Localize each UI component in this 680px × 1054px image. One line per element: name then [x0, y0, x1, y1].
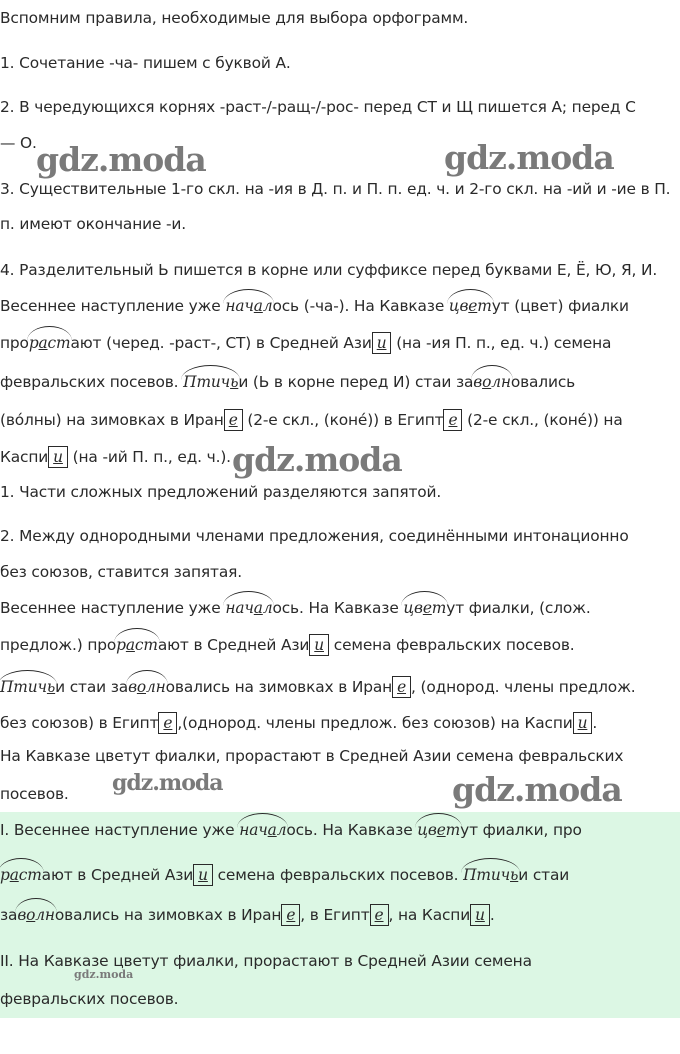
root-mark — [29, 333, 71, 353]
text-segment: Вспомним правила, необходимые для выбора орфограмм. — [0, 9, 469, 27]
root-mark — [0, 865, 42, 885]
text-line — [0, 97, 636, 117]
morpheme-text: р — [116, 636, 126, 654]
underlined-letter: а — [9, 866, 19, 884]
root-mark — [473, 372, 511, 392]
root-mark — [417, 820, 460, 840]
text-line — [0, 820, 582, 840]
text-segment: ,(однород. члены предлож. без союзов) на Каспи — [177, 714, 573, 732]
watermark-logo: gdz.moda — [36, 140, 206, 179]
text-segment: (2-е скл., (конé)) на — [462, 411, 623, 429]
text-segment: 1. Сочетание -ча- пишем с буквой А. — [0, 54, 291, 72]
ending-box: и — [193, 864, 213, 886]
text-line — [0, 676, 636, 698]
text-line — [0, 746, 623, 766]
text-line — [0, 260, 657, 280]
text-segment: и стаи — [518, 866, 570, 884]
text-segment: посевов. — [0, 785, 69, 803]
text-segment: Каспи — [0, 448, 49, 466]
text-line — [0, 296, 629, 316]
text-segment: февральских посевов. — [0, 990, 179, 1008]
text-segment: ают в Средней Ази — [41, 866, 194, 884]
text-line — [0, 526, 629, 546]
underlined-letter: а — [253, 297, 263, 315]
text-segment: и стаи за — [55, 678, 129, 696]
underlined-letter: о — [136, 678, 146, 696]
text-segment: 2. Между однородными членами предложения, соединёнными интонационно — [0, 527, 629, 545]
underlined-letter: а — [253, 599, 263, 617]
text-segment: ают (черед. -раст-, СТ) в Средней Ази — [70, 334, 372, 352]
text-segment: ают в Средней Ази — [157, 636, 310, 654]
ending-box: е — [158, 712, 177, 734]
text-segment: п. имеют окончание -и. — [0, 215, 187, 233]
text-line — [0, 482, 441, 502]
ending-box: е — [370, 904, 389, 926]
text-segment: I. Весеннее наступление уже — [0, 821, 240, 839]
text-segment: , на Каспи — [388, 906, 471, 924]
morpheme-text: лн — [35, 906, 55, 924]
text-segment: семена февральских посевов. — [329, 636, 575, 654]
watermark-logo: gdz.moda — [232, 440, 402, 479]
morpheme-text: в — [17, 906, 27, 924]
ending-box: и — [573, 712, 593, 734]
underlined-letter: а — [267, 821, 277, 839]
text-segment: ось. На Кавказе — [272, 599, 404, 617]
text-line — [0, 8, 468, 28]
text-line — [0, 989, 178, 1009]
text-segment: ут (цвет) фиалки — [491, 297, 629, 315]
text-segment: , (однород. члены предлож. — [411, 678, 636, 696]
text-line — [0, 598, 591, 618]
text-segment: (на -ий П. п., ед. ч.). — [67, 448, 231, 466]
root-mark — [239, 820, 286, 840]
morpheme-text: Птич — [463, 866, 511, 884]
text-segment: за — [0, 906, 18, 924]
text-line — [0, 712, 597, 734]
morpheme-text: р — [28, 334, 39, 352]
ending-box: е — [392, 676, 411, 698]
root-mark — [403, 598, 446, 618]
text-segment: ут фиалки, про — [460, 821, 582, 839]
text-line — [0, 864, 569, 886]
ending-box: и — [372, 332, 392, 354]
ending-box: и — [309, 634, 329, 656]
morpheme-text: в — [473, 373, 483, 391]
text-line — [0, 446, 231, 468]
ending-box: е — [281, 904, 300, 926]
morpheme-text: лн — [491, 373, 511, 391]
morpheme-text: Птич — [183, 373, 231, 391]
morpheme-text: т — [431, 599, 447, 617]
text-segment: ут фиалки, (слож. — [446, 599, 591, 617]
text-line — [0, 409, 623, 431]
morpheme-text: Птич — [0, 678, 47, 696]
underlined-letter: е — [436, 821, 446, 839]
root-mark — [116, 635, 158, 655]
morpheme-text: лн — [146, 678, 166, 696]
root-mark — [225, 296, 272, 316]
morpheme-text: л — [276, 821, 287, 839]
underlined-letter: о — [482, 373, 492, 391]
ending-box: е — [443, 409, 462, 431]
text-segment: предлож.) про — [0, 636, 117, 654]
text-segment: Весеннее наступление уже — [0, 297, 226, 315]
text-line — [0, 372, 575, 392]
text-line — [0, 214, 186, 234]
text-line — [0, 562, 242, 582]
text-segment: . — [489, 906, 495, 924]
text-segment: (на -ия П. п., ед. ч.) семена — [391, 334, 612, 352]
underlined-letter: ь — [46, 678, 56, 696]
morpheme-text: цв — [403, 599, 423, 617]
root-mark — [183, 372, 238, 392]
morpheme-text: нач — [239, 821, 268, 839]
text-segment: Весеннее наступление уже — [0, 599, 226, 617]
text-segment: 2. В чередующихся корнях -раст-/-ращ-/-рос- перед СТ и Щ пишется А; перед С — [0, 98, 636, 116]
text-segment: овались на зимовках в Иран — [54, 906, 282, 924]
morpheme-text: нач — [225, 599, 254, 617]
underlined-letter: е — [422, 599, 432, 617]
text-segment: — О. — [0, 134, 37, 152]
text-segment: ось. На Кавказе — [286, 821, 418, 839]
underlined-letter: ь — [510, 866, 519, 884]
text-segment: овались на зимовках в Иран — [165, 678, 393, 696]
morpheme-text: р — [0, 866, 10, 884]
root-mark — [17, 905, 55, 925]
text-segment: семена февральских посевов. — [212, 866, 464, 884]
root-mark — [463, 865, 518, 885]
text-segment: и (Ь в корне перед И) стаи за — [238, 373, 474, 391]
text-segment: , в Египт — [300, 906, 370, 924]
text-segment: без союзов, ставится запятая. — [0, 563, 242, 581]
text-line — [0, 784, 69, 804]
text-segment: 1. Части сложных предложений разделяются запятой. — [0, 483, 442, 501]
morpheme-text: в — [128, 678, 137, 696]
underlined-letter: а — [38, 334, 48, 352]
morpheme-text: цв — [417, 821, 437, 839]
ending-box: и — [48, 446, 68, 468]
underlined-letter: о — [26, 906, 36, 924]
text-line — [0, 133, 37, 153]
text-line — [0, 634, 575, 656]
root-mark — [225, 598, 272, 618]
underlined-letter: е — [468, 297, 478, 315]
text-line — [0, 904, 495, 926]
watermark-logo: gdz.moda — [452, 770, 622, 809]
text-segment: На Кавказе цветут фиалки, прорастают в Средней Азии семена февральских — [0, 747, 624, 765]
underlined-letter: ь — [230, 373, 239, 391]
text-segment: февральских посевов. — [0, 373, 184, 391]
root-mark — [0, 677, 55, 697]
text-segment: (вóлны) на зимовках в Иран — [0, 411, 224, 429]
text-segment: без союзов) в Египт — [0, 714, 159, 732]
text-segment: овались — [510, 373, 576, 391]
watermark-logo: gdz.moda — [74, 968, 134, 981]
morpheme-text: л — [262, 297, 273, 315]
morpheme-text: цв — [448, 297, 469, 315]
text-line — [0, 179, 670, 199]
text-segment: (2-е скл., (конé)) в Египт — [242, 411, 444, 429]
text-segment: 4. Разделительный Ь пишется в корне или суффиксе перед буквами Е, Ё, Ю, Я, И. — [0, 261, 658, 279]
morpheme-text: т — [477, 297, 492, 315]
ending-box: и — [470, 904, 490, 926]
root-mark — [449, 296, 492, 316]
ending-box: е — [224, 409, 243, 431]
watermark-logo: gdz.moda — [444, 138, 614, 177]
morpheme-text: л — [262, 599, 273, 617]
text-segment: ось (-ча-). На Кавказе — [272, 297, 449, 315]
morpheme-text: нач — [225, 297, 254, 315]
morpheme-text: ст — [134, 636, 158, 654]
text-segment: про — [0, 334, 29, 352]
text-segment: II. На Кавказе цветут фиалки, прорастают в Средней Азии семена — [0, 952, 532, 970]
text-segment: . — [592, 714, 598, 732]
morpheme-text: т — [445, 821, 461, 839]
morpheme-text: ст — [47, 334, 71, 352]
underlined-letter: а — [125, 636, 135, 654]
morpheme-text: ст — [18, 866, 42, 884]
root-mark — [128, 677, 166, 697]
watermark-logo: gdz.moda — [112, 770, 223, 796]
text-segment: 3. Существительные 1-го скл. на -ия в Д. п. и П. п. ед. ч. и 2-го скл. на -ий и -ие в П. — [0, 180, 671, 198]
text-line — [0, 332, 611, 354]
text-line — [0, 53, 291, 73]
